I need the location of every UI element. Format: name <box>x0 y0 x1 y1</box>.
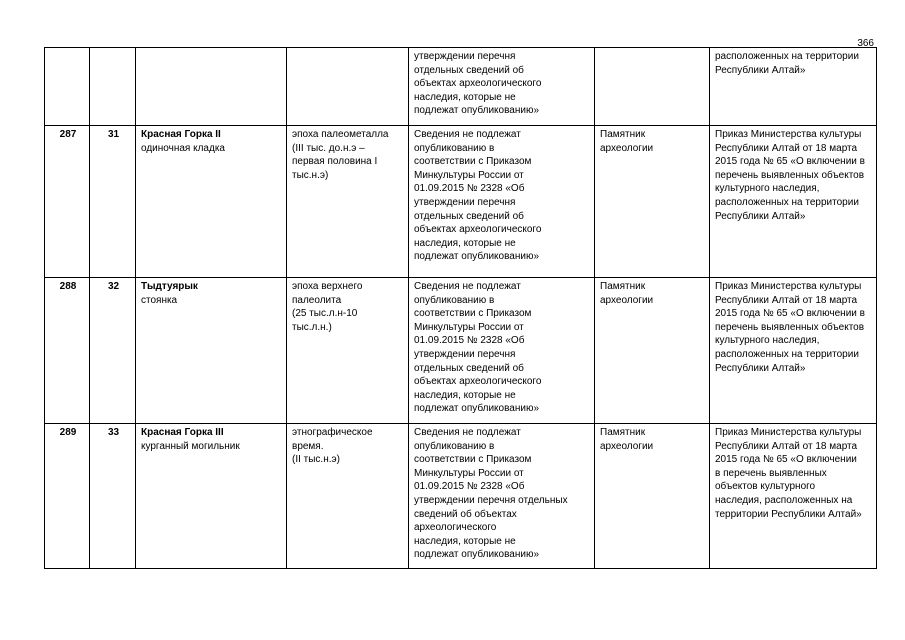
info-line: подлежат опубликованию» <box>414 251 540 263</box>
info-line: Минкультуры России от <box>414 321 524 333</box>
site-name-cell <box>136 278 287 424</box>
category-line: Памятник <box>600 129 646 140</box>
info-line: наследия, которые не <box>414 91 516 103</box>
category-cell <box>595 126 710 278</box>
info-line: подлежат опубликованию» <box>414 549 540 561</box>
document-cell <box>710 424 877 569</box>
info-line: отдельных сведений об <box>414 210 524 222</box>
doc-line: Приказ Министерства культуры <box>715 427 862 438</box>
dating-line: первая половина I <box>292 156 378 168</box>
doc-line: объектов культурного <box>715 481 816 493</box>
site-name: Красная Горка II <box>141 129 221 140</box>
doc-line: 2015 года № 65 «О включении в <box>715 156 865 168</box>
site-name: Красная Горка III <box>141 427 224 438</box>
info-line: отдельных сведений об <box>414 64 524 76</box>
info-line: соответствии с Приказом <box>414 308 532 320</box>
heritage-registry-table <box>44 47 877 569</box>
info-cell <box>409 424 595 569</box>
info-line: Сведения не подлежат <box>414 427 521 438</box>
registry-number-cell <box>45 48 90 126</box>
doc-line: 2015 года № 65 «О включении <box>715 454 857 466</box>
info-cell <box>409 48 595 126</box>
dating-line: эпоха верхнего <box>292 281 363 292</box>
doc-line: Республики Алтай» <box>715 64 806 76</box>
doc-line: культурного наследия, <box>715 183 820 195</box>
doc-line: Республики Алтай от 18 марта <box>715 294 858 306</box>
category-line: археологии <box>600 440 654 452</box>
site-type: одиночная кладка <box>141 142 225 154</box>
info-line: Сведения не подлежат <box>414 281 521 292</box>
dating-line: этнографическое <box>292 427 373 438</box>
registry-number-cell: 289 <box>45 424 90 569</box>
doc-line: культурного наследия, <box>715 335 820 347</box>
registry-number-cell: 287 <box>45 126 90 278</box>
doc-line: территории Республики Алтай» <box>715 508 862 520</box>
doc-line: расположенных на территории <box>715 51 859 62</box>
info-line: Минкультуры России от <box>414 169 524 181</box>
info-line: подлежат опубликованию» <box>414 105 540 117</box>
registry-number-cell: 288 <box>45 278 90 424</box>
dating-line: эпоха палеометалла <box>292 129 389 140</box>
info-line: утверждении перечня <box>414 348 516 360</box>
doc-line: перечень выявленных объектов <box>715 169 865 181</box>
document-cell <box>710 48 877 126</box>
category-cell <box>595 48 710 126</box>
dating-line: тыс.н.э) <box>292 169 329 181</box>
category-cell <box>595 278 710 424</box>
doc-line: Приказ Министерства культуры <box>715 281 862 292</box>
info-line: утверждении перечня <box>414 196 516 208</box>
document-cell <box>710 278 877 424</box>
info-line: соответствии с Приказом <box>414 156 532 168</box>
category-line: Памятник <box>600 427 646 438</box>
doc-line: 2015 года № 65 «О включении в <box>715 308 865 320</box>
info-line: утверждении перечня <box>414 51 516 62</box>
dating-line: (25 тыс.л.н-10 <box>292 308 358 320</box>
dating-cell <box>287 48 409 126</box>
info-line: наследия, которые не <box>414 237 516 249</box>
dating-line: тыс.л.н.) <box>292 321 332 333</box>
info-line: наследия, которые не <box>414 535 516 547</box>
category-line: археологии <box>600 294 654 306</box>
site-name-cell <box>136 126 287 278</box>
doc-line: Приказ Министерства культуры <box>715 129 862 140</box>
category-line: археологии <box>600 142 654 154</box>
info-line: опубликованию в <box>414 142 495 154</box>
category-line: Памятник <box>600 281 646 292</box>
info-line: утверждении перечня отдельных <box>414 494 568 506</box>
doc-line: Республики Алтай от 18 марта <box>715 440 858 452</box>
doc-line: перечень выявленных объектов <box>715 321 865 333</box>
info-line: отдельных сведений об <box>414 362 524 374</box>
info-cell <box>409 126 595 278</box>
info-line: сведений об объектах <box>414 508 517 520</box>
sub-number-cell: 31 <box>90 126 136 278</box>
dating-cell <box>287 424 409 569</box>
doc-line: в перечень выявленных <box>715 467 827 479</box>
sub-number-cell: 33 <box>90 424 136 569</box>
doc-line: Республики Алтай» <box>715 210 806 222</box>
info-line: наследия, которые не <box>414 389 516 401</box>
doc-line: расположенных на территории <box>715 196 859 208</box>
info-line: археологического <box>414 522 497 534</box>
info-cell <box>409 278 595 424</box>
info-line: 01.09.2015 № 2328 «Об <box>414 183 525 195</box>
doc-line: Республики Алтай» <box>715 362 806 374</box>
dating-cell <box>287 126 409 278</box>
dating-line: время. <box>292 440 324 452</box>
page-number: 366 <box>857 38 874 49</box>
table-row <box>45 424 877 569</box>
table-row <box>45 48 877 126</box>
site-type: стоянка <box>141 294 178 306</box>
dating-line: (III тыс. до.н.э – <box>292 142 365 154</box>
info-line: Сведения не подлежат <box>414 129 521 140</box>
info-line: объектах археологического <box>414 376 542 388</box>
sub-number-cell <box>90 48 136 126</box>
site-name-cell <box>136 424 287 569</box>
site-name-cell <box>136 48 287 126</box>
site-type: курганный могильник <box>141 440 240 452</box>
dating-line: (II тыс.н.э) <box>292 454 340 466</box>
info-line: соответствии с Приказом <box>414 454 532 466</box>
info-line: опубликованию в <box>414 440 495 452</box>
sub-number-cell: 32 <box>90 278 136 424</box>
info-line: объектах археологического <box>414 224 542 236</box>
info-line: опубликованию в <box>414 294 495 306</box>
site-name: Тыдтуярык <box>141 281 198 292</box>
table-row <box>45 278 877 424</box>
doc-line: наследия, расположенных на <box>715 494 853 506</box>
category-cell <box>595 424 710 569</box>
doc-line: Республики Алтай от 18 марта <box>715 142 858 154</box>
info-line: 01.09.2015 № 2328 «Об <box>414 481 525 493</box>
doc-line: расположенных на территории <box>715 348 859 360</box>
dating-line: палеолита <box>292 294 342 306</box>
table-row <box>45 126 877 278</box>
dating-cell <box>287 278 409 424</box>
document-cell <box>710 126 877 278</box>
info-line: Минкультуры России от <box>414 467 524 479</box>
info-line: 01.09.2015 № 2328 «Об <box>414 335 525 347</box>
info-line: подлежат опубликованию» <box>414 403 540 415</box>
info-line: объектах археологического <box>414 78 542 90</box>
